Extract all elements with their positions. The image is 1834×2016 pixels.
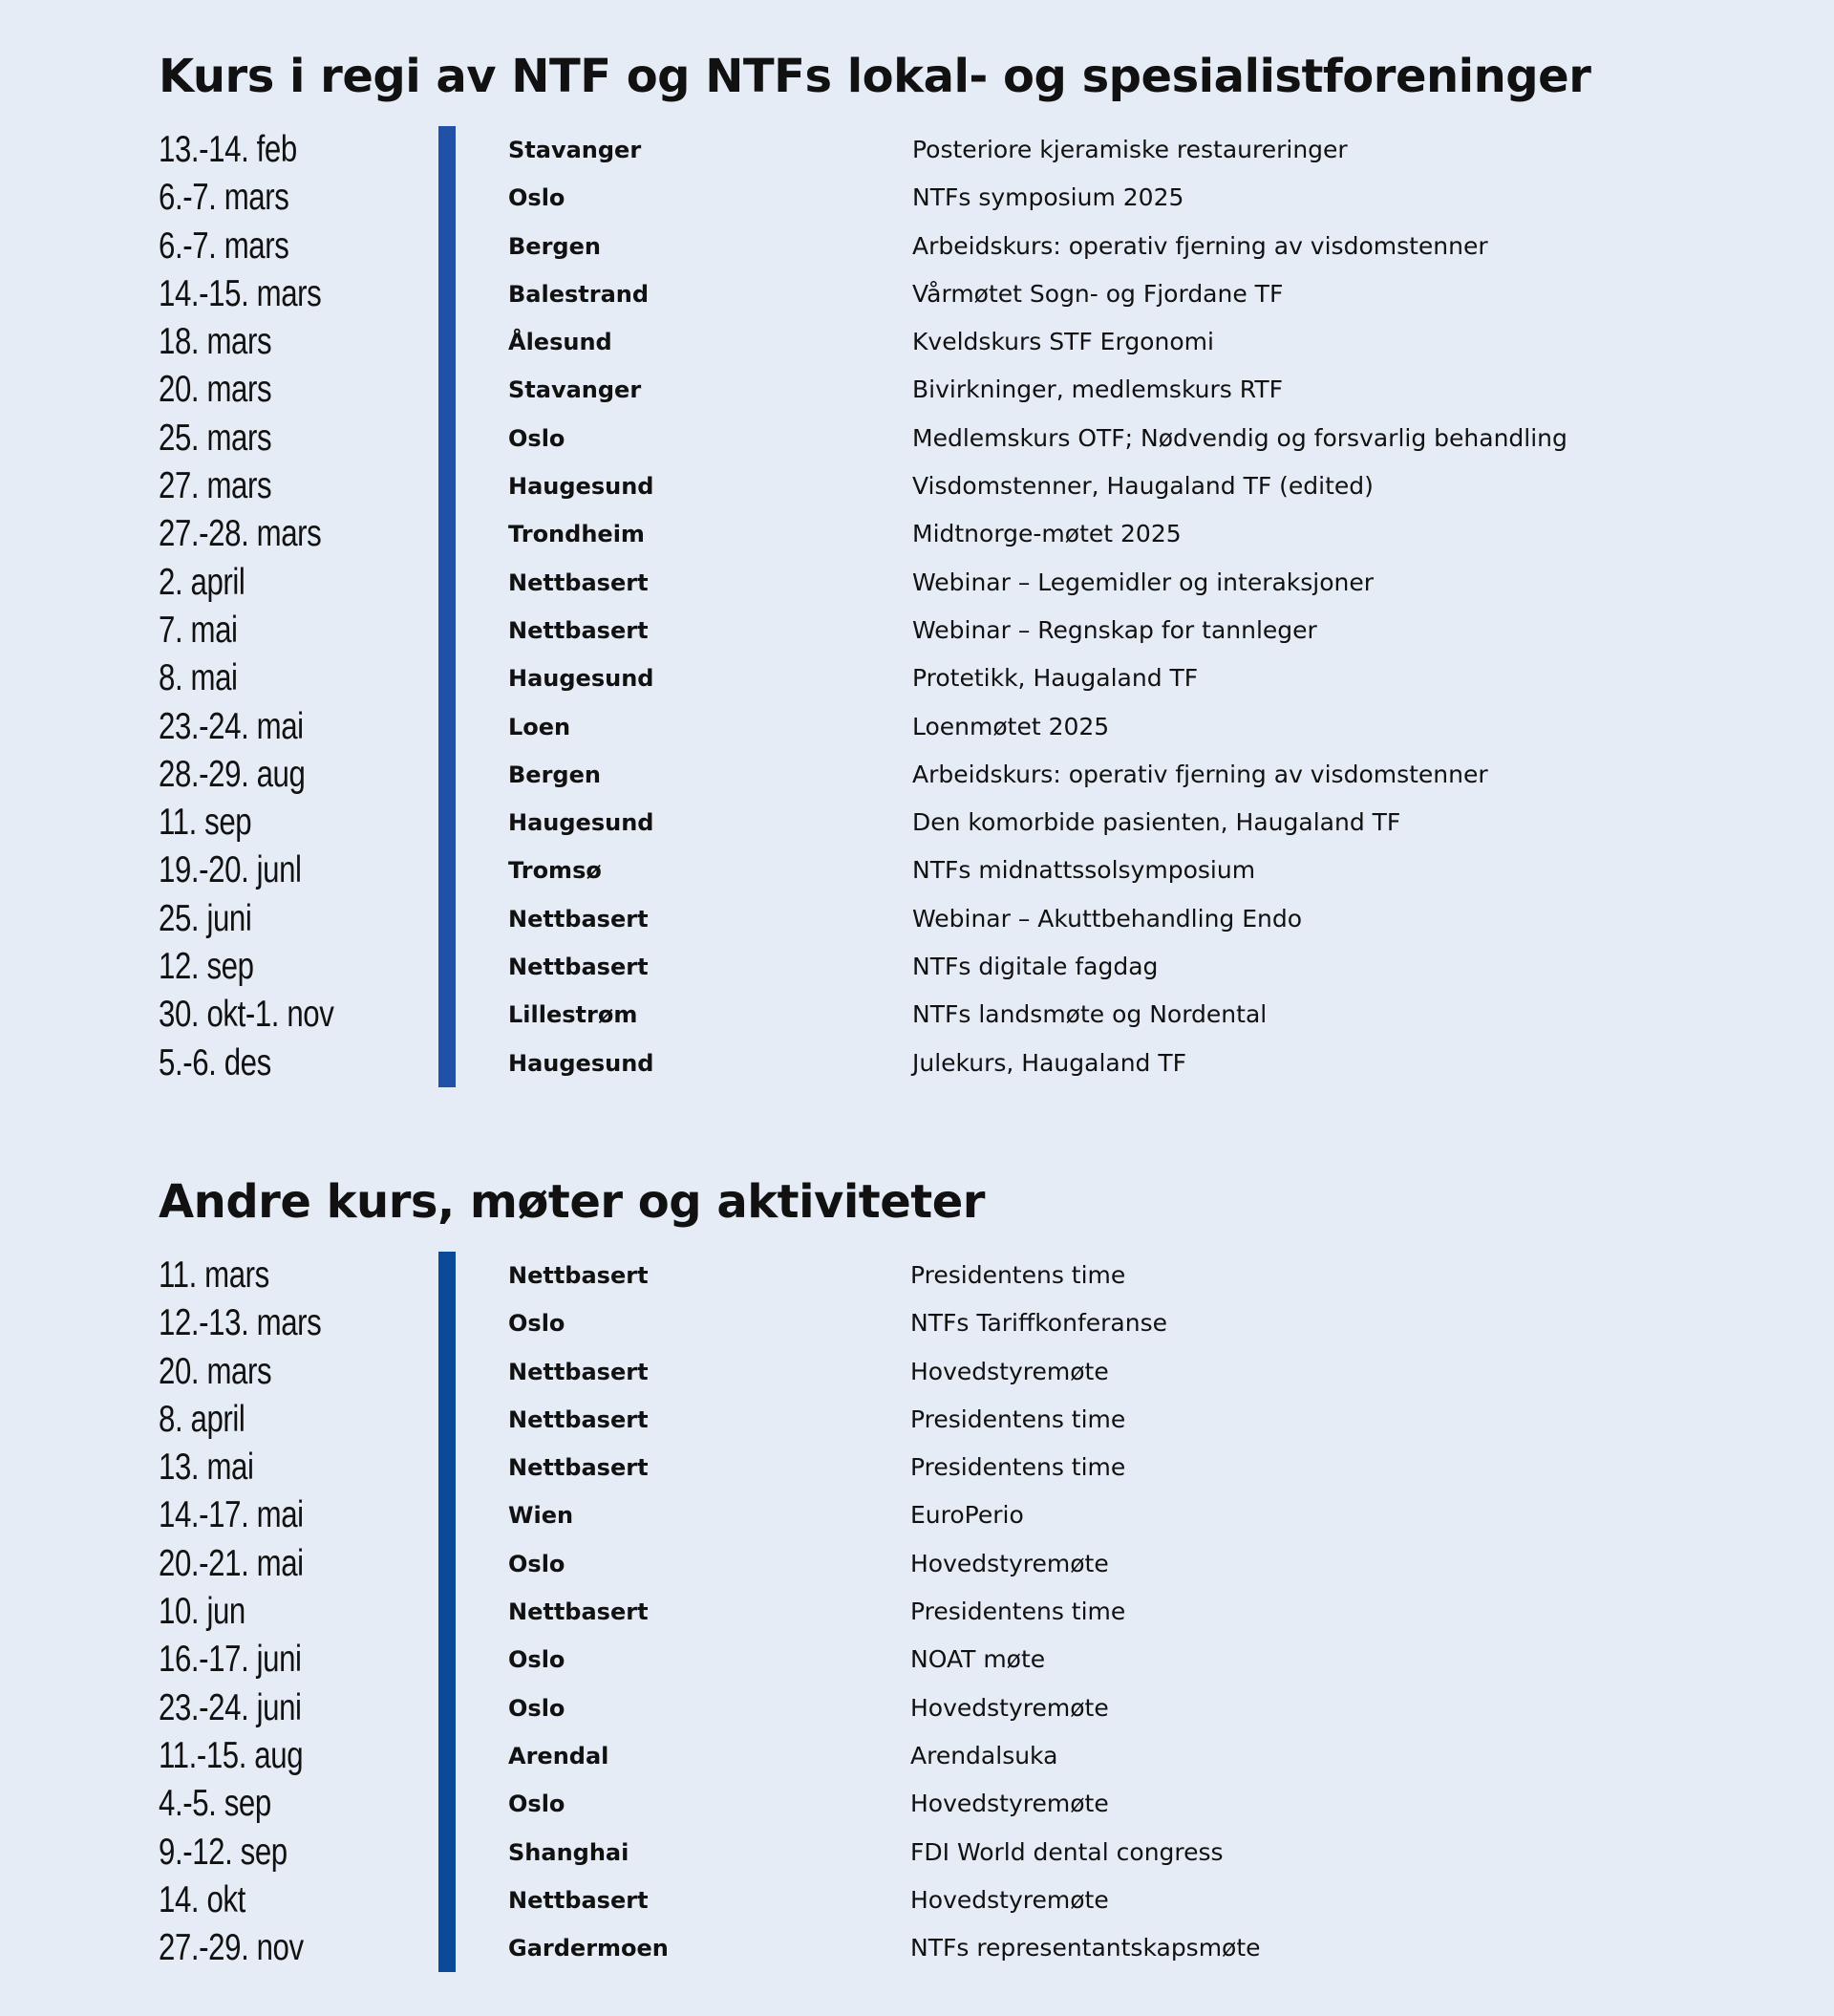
event-date: 23.-24. mai — [159, 705, 304, 747]
event-place: Nettbasert — [508, 905, 649, 933]
event-row — [159, 1684, 1782, 1732]
event-date: 2. april — [159, 561, 245, 603]
event-place: Loen — [508, 713, 571, 740]
event-row — [159, 654, 1782, 702]
event-date: 20. mars — [159, 369, 272, 411]
event-description: Hovedstyremøte — [910, 1885, 1109, 1914]
event-place: Bergen — [508, 232, 601, 260]
event-place: Tromsø — [508, 857, 602, 885]
event-date: 11. sep — [159, 802, 252, 844]
event-place: Nettbasert — [508, 954, 649, 981]
event-row — [159, 510, 1782, 558]
event-place: Trondheim — [508, 521, 645, 548]
event-date: 25. mars — [159, 417, 272, 459]
event-place: Gardermoen — [508, 1935, 669, 1962]
event-place: Balestrand — [508, 280, 650, 308]
event-date: 6.-7. mars — [159, 225, 289, 267]
event-row — [159, 1636, 1782, 1684]
event-place: Oslo — [508, 1694, 565, 1722]
event-date: 30. okt-1. nov — [159, 994, 334, 1036]
event-row — [159, 1588, 1782, 1636]
event-description: Webinar – Legemidler og interaksjoner — [912, 568, 1375, 596]
event-date: 13. mai — [159, 1447, 254, 1489]
event-place: Oslo — [508, 1550, 565, 1577]
section-other-activities — [159, 1173, 1782, 1972]
event-place: Bergen — [508, 761, 601, 788]
event-place: Nettbasert — [508, 1358, 649, 1385]
event-description: NTFs digitale fagdag — [912, 953, 1159, 981]
event-row — [159, 799, 1782, 847]
event-row — [159, 1877, 1782, 1924]
event-date: 11.-15. aug — [159, 1734, 304, 1776]
event-description: Hovedstyremøte — [910, 1693, 1109, 1722]
event-description: Protetikk, Haugaland TF — [912, 664, 1199, 693]
event-place: Oslo — [508, 184, 565, 212]
event-description: EuroPerio — [910, 1501, 1024, 1530]
event-date: 9.-12. sep — [159, 1831, 288, 1873]
event-description: Arendalsuka — [910, 1741, 1058, 1769]
event-date: 11. mars — [159, 1255, 269, 1296]
event-row — [159, 1299, 1782, 1347]
event-date: 4.-5. sep — [159, 1783, 271, 1825]
event-row — [159, 1491, 1782, 1539]
event-row — [159, 270, 1782, 318]
event-description: Kveldskurs STF Ergonomi — [912, 328, 1214, 356]
event-description: Midtnorge-møtet 2025 — [912, 520, 1182, 548]
event-row — [159, 1924, 1782, 1972]
event-date: 14. okt — [159, 1878, 245, 1920]
event-place: Haugesund — [508, 473, 654, 501]
event-row — [159, 1732, 1782, 1780]
event-description: FDI World dental congress — [910, 1837, 1224, 1866]
event-description: Hovedstyremøte — [910, 1790, 1109, 1818]
section-title: Kurs i regi av NTF og NTFs lokal- og spesialistforeninger — [159, 50, 1591, 103]
event-row — [159, 1348, 1782, 1396]
event-row — [159, 1780, 1782, 1828]
event-row — [159, 559, 1782, 607]
event-description: NOAT møte — [910, 1645, 1046, 1674]
event-row — [159, 415, 1782, 462]
event-place: Arendal — [508, 1742, 609, 1769]
event-description: Visdomstenner, Haugaland TF (edited) — [912, 472, 1374, 501]
event-description: NTFs midnattssolsymposium — [912, 856, 1256, 885]
event-description: Arbeidskurs: operativ fjerning av visdomstenner — [912, 231, 1488, 260]
event-description: NTFs landsmøte og Nordental — [912, 1000, 1268, 1029]
event-row — [159, 703, 1782, 751]
event-description: Presidentens time — [910, 1261, 1126, 1289]
event-date: 19.-20. junl — [159, 849, 302, 891]
event-place: Lillestrøm — [508, 1001, 638, 1029]
event-place: Oslo — [508, 424, 565, 452]
event-row — [159, 366, 1782, 414]
section-title: Andre kurs, møter og aktiviteter — [159, 1175, 985, 1229]
event-description: Den komorbide pasienten, Haugaland TF — [912, 808, 1401, 837]
event-description: Webinar – Akuttbehandling Endo — [912, 904, 1303, 933]
event-date: 7. mai — [159, 609, 238, 651]
event-place: Shanghai — [508, 1838, 629, 1866]
event-date: 18. mars — [159, 321, 272, 363]
event-description: Hovedstyremøte — [910, 1549, 1109, 1577]
event-row — [159, 847, 1782, 894]
event-place: Nettbasert — [508, 1598, 649, 1626]
event-date: 14.-17. mai — [159, 1494, 304, 1536]
event-place: Nettbasert — [508, 1886, 649, 1914]
event-date: 8. april — [159, 1398, 245, 1440]
event-list — [159, 126, 1782, 1087]
event-place: Haugesund — [508, 809, 654, 837]
event-place: Nettbasert — [508, 1454, 649, 1482]
event-row — [159, 751, 1782, 799]
event-row — [159, 1040, 1782, 1087]
event-place: Wien — [508, 1502, 574, 1530]
event-description: Loenmøtet 2025 — [912, 712, 1110, 740]
event-date: 27.-28. mars — [159, 513, 322, 555]
event-row — [159, 126, 1782, 174]
event-date: 8. mai — [159, 657, 238, 699]
event-date: 25. juni — [159, 897, 252, 939]
event-place: Oslo — [508, 1646, 565, 1674]
event-row — [159, 1540, 1782, 1588]
event-date: 5.-6. des — [159, 1041, 271, 1083]
event-date: 28.-29. aug — [159, 753, 306, 795]
event-date: 12.-13. mars — [159, 1302, 322, 1344]
event-date: 16.-17. juni — [159, 1639, 302, 1681]
event-date: 13.-14. feb — [159, 129, 297, 170]
event-description: Julekurs, Haugaland TF — [912, 1048, 1187, 1077]
event-row — [159, 223, 1782, 270]
section-ntf-courses — [159, 48, 1782, 1087]
event-place: Oslo — [508, 1310, 565, 1338]
event-place: Haugesund — [508, 1049, 654, 1077]
event-description: NTFs Tariffkonferanse — [910, 1309, 1167, 1338]
event-description: Arbeidskurs: operativ fjerning av visdomstenner — [912, 760, 1488, 788]
event-description: Bivirkninger, medlemskurs RTF — [912, 375, 1283, 404]
event-date: 27.-29. nov — [159, 1927, 304, 1969]
event-date: 6.-7. mars — [159, 177, 289, 219]
event-place: Ålesund — [508, 329, 612, 356]
event-date: 20. mars — [159, 1350, 272, 1392]
event-row — [159, 1829, 1782, 1877]
event-description: Presidentens time — [910, 1598, 1126, 1626]
event-description: Vårmøtet Sogn- og Fjordane TF — [912, 279, 1284, 308]
event-row — [159, 1252, 1782, 1299]
event-row — [159, 1444, 1782, 1491]
event-description: NTFs representantskapsmøte — [910, 1934, 1261, 1962]
event-date: 23.-24. juni — [159, 1686, 302, 1728]
event-place: Oslo — [508, 1791, 565, 1818]
event-date: 20.-21. mai — [159, 1542, 304, 1584]
event-row — [159, 462, 1782, 510]
event-place: Haugesund — [508, 665, 654, 693]
event-description: Medlemskurs OTF; Nødvendig og forsvarlig behandling — [912, 423, 1567, 452]
event-row — [159, 607, 1782, 654]
event-place: Nettbasert — [508, 568, 649, 596]
event-row — [159, 1396, 1782, 1444]
event-row — [159, 895, 1782, 943]
event-row — [159, 943, 1782, 991]
event-description: NTFs symposium 2025 — [912, 183, 1184, 212]
event-date: 10. jun — [159, 1591, 245, 1633]
event-place: Stavanger — [508, 376, 642, 404]
event-date: 14.-15. mars — [159, 272, 322, 314]
event-place: Nettbasert — [508, 1405, 649, 1433]
event-description: Presidentens time — [910, 1405, 1126, 1433]
event-place: Nettbasert — [508, 1262, 649, 1289]
event-description: Hovedstyremøte — [910, 1357, 1109, 1385]
event-place: Stavanger — [508, 137, 642, 163]
event-description: Webinar – Regnskap for tannleger — [912, 615, 1317, 644]
event-row — [159, 174, 1782, 222]
event-description: Presidentens time — [910, 1453, 1126, 1482]
event-date: 12. sep — [159, 946, 254, 988]
event-date: 27. mars — [159, 465, 272, 507]
event-list — [159, 1252, 1782, 1972]
event-description: Posteriore kjeramiske restaureringer — [912, 136, 1348, 163]
event-place: Nettbasert — [508, 616, 649, 644]
event-row — [159, 318, 1782, 366]
event-row — [159, 991, 1782, 1039]
